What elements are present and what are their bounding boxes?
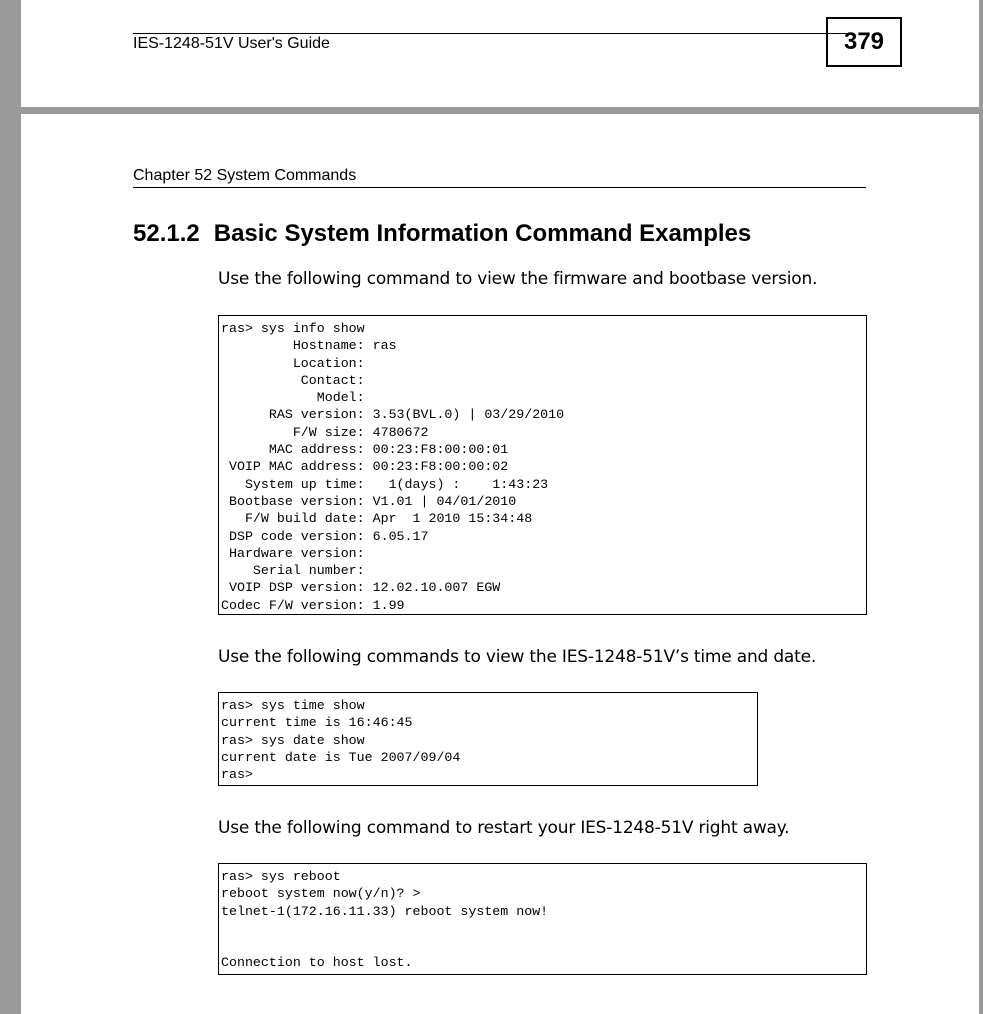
paragraph-time-date: Use the following commands to view the IES-1248-51V’s time and date. [218,647,817,667]
code-block-reboot: ras> sys reboot reboot system now(y/n)? > telnet-1(172.16.11.33) reboot system now! Connection to host lost. [218,863,867,975]
page-number: 379 [826,17,902,67]
section-number: 52.1.2 [133,220,200,247]
chapter-rule [133,187,866,188]
code-block-sys-info: ras> sys info show Hostname: ras Location: Contact: Model: RAS version: 3.53(BVL.0) | 03/29/2010 F/W size: 4780672 MAC address: 00:23:F8:00:00:01 VOIP MAC address: 00:23:F8:00:00:02 System up time: 1(days) : 1:43:23 Bootbase version: V1.01 | 04/01/2010 F/W build date: Apr 1 2010 15:34:48 DSP code version: 6.05.17 Hardware version: Serial number: VOIP DSP version: 12.02.10.007 EGW Codec F/W version: 1.99 [218,315,867,615]
guide-title: IES-1248-51V User's Guide [133,35,330,52]
code-block-time-date: ras> sys time show current time is 16:46:45 ras> sys date show current date is Tue 2007/09/04 ras> [218,692,758,786]
paragraph-firmware: Use the following command to view the firmware and bootbase version. [218,269,818,289]
chapter-title: Chapter 52 System Commands [133,167,357,184]
page-header-area [21,0,979,107]
section-heading [133,220,751,248]
section-title: Basic System Information Command Examples [213,220,752,247]
page-body [21,114,979,1014]
header-rule [133,33,848,34]
paragraph-restart: Use the following command to restart your IES-1248-51V right away. [218,818,790,838]
